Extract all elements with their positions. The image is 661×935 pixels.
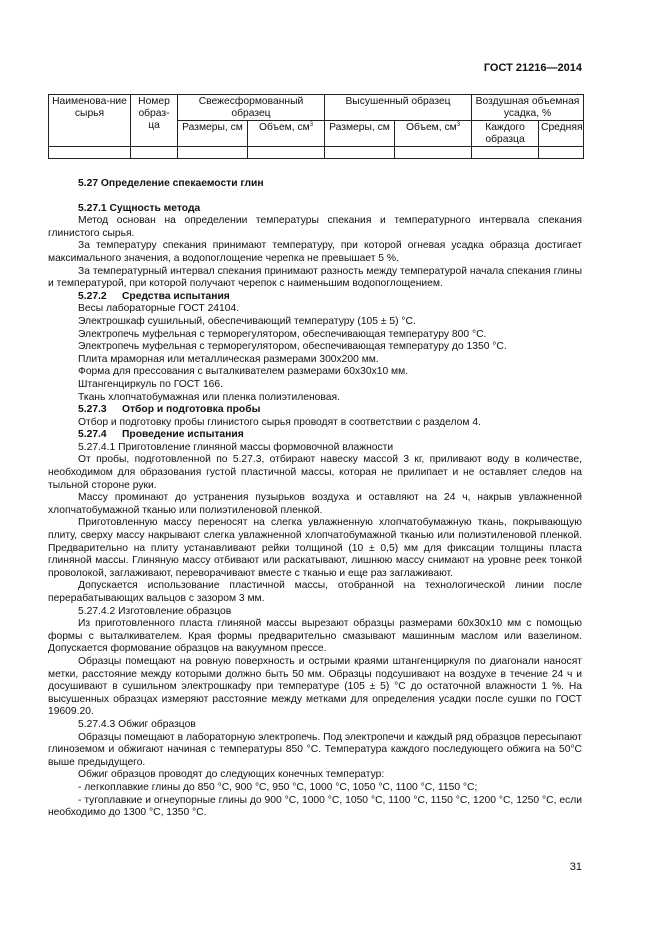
col-air-shrinkage: Воздушная объемная усадка, % xyxy=(472,95,584,121)
col-sample-number: Номер образ-ца xyxy=(131,95,178,147)
paragraph: За температуру спекания принимают температуру, при которой огневая усадка образца достигает максимального значения, а водопоглощение черепка не превышает 5 %. xyxy=(48,240,582,264)
col-fresh-sample: Свежесформованный образец xyxy=(178,95,325,121)
col-raw-material-name: Наименова-ние сырья xyxy=(49,95,131,147)
paragraph: Приготовленную массу переносят на слегка увлажненную хлопчатобумажную ткань, покрывающую плиту, сверху массу накрывают слегка увлажненной хлопчатобумажной тканью или полиэтиленовой пленкой. Предварительно на плиту устанавливают рейки толщиной (10 ± 0,5) мм для фиксации толщины пласта глиняной массы. Глиняную массу отбивают или раскатывают, лишнюю массу снимают на уровне реек тонкой проволокой, заглаживают, переворачивают вместе с тканью и еще раз заглаживают. xyxy=(48,517,582,579)
tool-item: Весы лабораторные ГОСТ 24104. xyxy=(78,303,240,315)
paragraph: Массу проминают до устранения пузырьков воздуха и оставляют на 24 ч, накрыв увлажненной хлопчатобумажной тканью или полиэтиленовой пленкой. xyxy=(48,492,582,516)
paragraph: Допускается использование пластичной массы, отобранной на технологической линии после перерабатывающих вальцов с зазором 3 мм. xyxy=(48,580,582,604)
page-number: 31 xyxy=(569,861,582,873)
tool-item: Форма для прессования с выталкивателем размерами 60х30х10 мм. xyxy=(78,366,409,378)
paragraph: Образцы помещают на ровную поверхность и острыми краями штангенциркуля по диагонали наносят метки, расстояние между которыми должно быть 50 мм. Образцы подсушивают на воздухе в течение 24 ч и досушивают в сушильном электрошкафу при температуре (105 ± 5) °С до остаточной влажности 1 %. На высушенных образцах измеряют расстояние между метками для определения усадки после сушки по ГОСТ 19609.20. xyxy=(48,655,582,718)
subsubsection-title: 5.27.4.3 Обжиг образцов xyxy=(78,718,196,730)
paragraph: - тугоплавкие и огнеупорные глины до 900 °С, 1000 °С, 1050 °С, 1100 °С, 1150 °С, 1200 °С, 1250 °С, если необходимо до 1300 °С, 1350 °С. xyxy=(48,794,582,819)
sub-dried-size: Размеры, см xyxy=(325,121,395,147)
sub-fresh-volume: Объем, $см^3$ xyxy=(248,121,325,147)
table-empty-row xyxy=(49,147,584,159)
subsection-sampling-heading: 5.27.3 Отбор и подготовка пробы xyxy=(78,404,261,416)
subsubsection-title: 5.27.4.2 Изготовление образцов xyxy=(78,605,232,617)
sub-fresh-size: Размеры, см xyxy=(178,121,248,147)
paragraph: Метод основан на определении температуры спекания и температурного интервала спекания глинистого сырья. xyxy=(48,215,582,239)
tool-item: Ткань хлопчатобумажная или пленка полиэтиленовая. xyxy=(78,391,340,403)
subsection-procedure-heading: 5.27.4 Проведение испытания xyxy=(78,429,244,441)
paragraph: Отбор и подготовку пробы глинистого сырья проводят в соответствии с разделом 4. xyxy=(78,416,481,428)
paragraph: Образцы помещают в лабораторную электропечь. Под электропечи и каждый ряд образцов пересыпают глиноземом и обжигают начиная с температуры 850 °С. Температура каждого последующего обжига на 50°С выше предыдущего. xyxy=(48,731,582,768)
subsubsection-title: 5.27.4.1 Приготовление глиняной массы формовочной влажности xyxy=(78,441,394,453)
document-code: ГОСТ 21216—2014 xyxy=(483,62,582,74)
tool-item: Штангенциркуль по ГОСТ 166. xyxy=(78,378,224,390)
tool-item: Электропечь муфельная с терморегулятором, обеспечивающая температуру 800 °С. xyxy=(78,328,487,340)
tool-item: Электропечь муфельная с терморегулятором, обеспечивающая температуру до 1350 °С. xyxy=(78,341,507,353)
table-header-row xyxy=(49,95,584,121)
subsection-essence-title: 5.27.1 Сущность метода xyxy=(78,202,201,214)
paragraph: Из приготовленного пласта глиняной массы вырезают образцы размерами 60х30х10 мм с помощью формы с выталкивателем. Края формы предварительно смазывают машинным маслом или вазелином. Допускается формование образцов на вакуумном прессе. xyxy=(48,618,582,655)
tool-item: Плита мраморная или металлическая размерами 300х200 мм. xyxy=(78,353,379,365)
paragraph: Обжиг образцов проводят до следующих конечных температур: xyxy=(78,769,385,781)
document-body xyxy=(48,178,582,820)
sub-dried-volume: Объем, $см^3$ xyxy=(395,121,472,147)
section-title: 5.27 Определение спекаемости глин xyxy=(78,178,264,189)
paragraph: За температурный интервал спекания принимают разность между температурой начала спекания глины и температурой, при которой получают черепок с наименьшим водопоглощением. xyxy=(48,265,582,290)
shrinkage-table xyxy=(48,94,584,159)
paragraph: От пробы, подготовленной по 5.27.3, отбирают навеску массой 3 кг, приливают воду в количестве, необходимом для образования густой пластичной массы, которая не прилипает и не оставляет следов на тыльной стороне руки. xyxy=(48,454,582,491)
paragraph: - легкоплавкие глины до 850 °С, 900 °С, 950 °С, 1000 °С, 1050 °С, 1100 °С, 1150 °С; xyxy=(78,781,478,793)
subsection-tools-heading: 5.27.2 Средства испытания xyxy=(78,290,230,302)
col-dried-sample: Высушенный образец xyxy=(325,95,472,121)
tool-item: Электрошкаф сушильный, обеспечивающий температуру (105 ± 5) °С. xyxy=(78,315,416,327)
sub-each-sample: Каждого образца xyxy=(472,121,539,147)
sub-average: Средняя xyxy=(539,121,584,147)
